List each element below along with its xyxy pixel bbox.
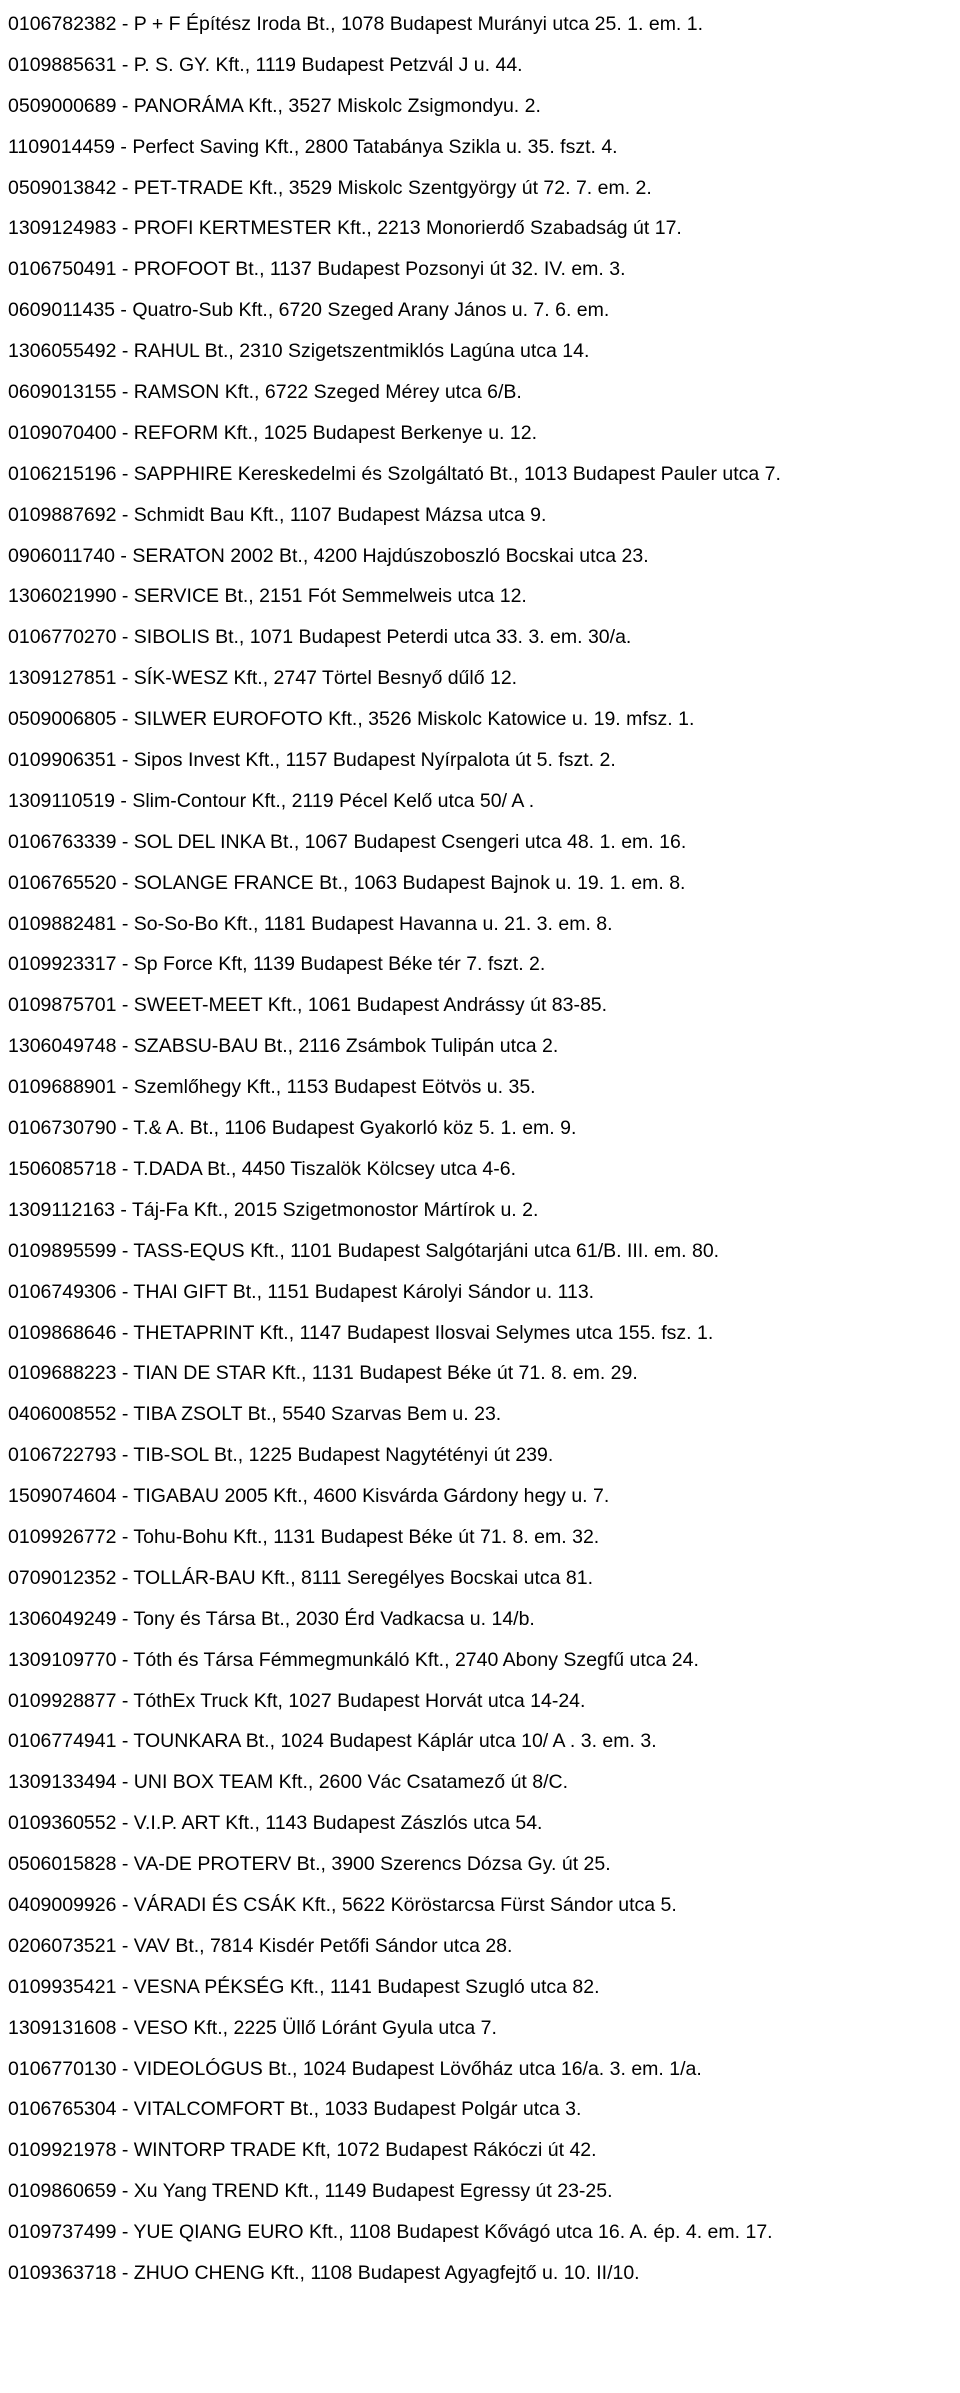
list-item: 0509000689 - PANORÁMA Kft., 3527 Miskolc Zsigmondyu. 2. xyxy=(8,94,541,117)
list-item: 1309131608 - VESO Kft., 2225 Üllő Lóránt Gyula utca 7. xyxy=(8,2016,497,2039)
list-item: 0506015828 - VA-DE PROTERV Bt., 3900 Szerencs Dózsa Gy. út 25. xyxy=(8,1853,611,1876)
list-item: 0106215196 - SAPPHIRE Kereskedelmi és Szolgáltató Bt., 1013 Budapest Pauler utca 7. xyxy=(8,462,781,485)
list-item: 0109688901 - Szemlőhegy Kft., 1153 Budapest Eötvös u. 35. xyxy=(8,1076,536,1099)
list-item: 1309110519 - Slim-Contour Kft., 2119 Pécel Kelő utca 50/ A . xyxy=(8,789,535,812)
list-item: 0109360552 - V.I.P. ART Kft., 1143 Budapest Zászlós utca 54. xyxy=(8,1812,543,1835)
list-item: 0609011435 - Quatro-Sub Kft., 6720 Szeged Arany János u. 7. 6. em. xyxy=(8,299,610,322)
list-item: 1306049748 - SZABSU-BAU Bt., 2116 Zsámbok Tulipán utca 2. xyxy=(8,1035,559,1058)
list-item: 0109887692 - Schmidt Bau Kft., 1107 Budapest Mázsa utca 9. xyxy=(8,503,547,526)
list-item: 1309127851 - SÍK-WESZ Kft., 2747 Törtel Besnyő dűlő 12. xyxy=(8,667,518,690)
list-item: 1309124983 - PROFI KERTMESTER Kft., 2213 Monorierdő Szabadság út 17. xyxy=(8,217,682,240)
list-item: 0109070400 - REFORM Kft., 1025 Budapest Berkenye u. 12. xyxy=(8,421,537,444)
list-item: 1309112163 - Táj-Fa Kft., 2015 Szigetmonostor Mártírok u. 2. xyxy=(8,1198,539,1221)
list-item: 0109885631 - P. S. GY. Kft., 1119 Budapest Petzvál J u. 44. xyxy=(8,53,523,76)
list-item: 0109860659 - Xu Yang TREND Kft., 1149 Budapest Egressy út 23-25. xyxy=(8,2180,613,2203)
list-item: 0509013842 - PET-TRADE Kft., 3529 Miskolc Szentgyörgy út 72. 7. em. 2. xyxy=(8,176,652,199)
list-item: 0109688223 - TIAN DE STAR Kft., 1131 Budapest Béke út 71. 8. em. 29. xyxy=(8,1362,638,1385)
list-item: 0109935421 - VESNA PÉKSÉG Kft., 1141 Budapest Szugló utca 82. xyxy=(8,1975,600,1998)
list-item: 1309109770 - Tóth és Társa Fémmegmunkáló Kft., 2740 Abony Szegfű utca 24. xyxy=(8,1648,699,1671)
list-item: 0106749306 - THAI GIFT Bt., 1151 Budapest Károlyi Sándor u. 113. xyxy=(8,1280,595,1303)
list-item: 0106770130 - VIDEOLÓGUS Bt., 1024 Budapest Lövőház utca 16/a. 3. em. 1/a. xyxy=(8,2057,702,2080)
list-item: 1306021990 - SERVICE Bt., 2151 Fót Semmelweis utca 12. xyxy=(8,585,527,608)
list-item: 0109921978 - WINTORP TRADE Kft, 1072 Budapest Rákóczi út 42. xyxy=(8,2139,597,2162)
list-item: 0106722793 - TIB-SOL Bt., 1225 Budapest Nagytétényi út 239. xyxy=(8,1444,554,1467)
list-item: 1109014459 - Perfect Saving Kft., 2800 Tatabánya Szikla u. 35. fszt. 4. xyxy=(8,135,618,158)
list-item: 1306055492 - RAHUL Bt., 2310 Szigetszentmiklós Lagúna utca 14. xyxy=(8,340,590,363)
list-item: 0109928877 - TóthEx Truck Kft, 1027 Budapest Horvát utca 14-24. xyxy=(8,1689,586,1712)
list-item: 0109882481 - So-So-Bo Kft., 1181 Budapest Havanna u. 21. 3. em. 8. xyxy=(8,912,613,935)
list-item: 0106770270 - SIBOLIS Bt., 1071 Budapest Peterdi utca 33. 3. em. 30/a. xyxy=(8,626,632,649)
list-item: 0109906351 - Sipos Invest Kft., 1157 Budapest Nyírpalota út 5. fszt. 2. xyxy=(8,749,616,772)
list-item: 0609013155 - RAMSON Kft., 6722 Szeged Mérey utca 6/B. xyxy=(8,381,522,404)
list-item: 1509074604 - TIGABAU 2005 Kft., 4600 Kisvárda Gárdony hegy u. 7. xyxy=(8,1485,610,1508)
list-item: 0109737499 - YUE QIANG EURO Kft., 1108 Budapest Kővágó utca 16. A. ép. 4. em. 17. xyxy=(8,2221,773,2244)
list-item: 0106774941 - TOUNKARA Bt., 1024 Budapest Káplár utca 10/ A . 3. em. 3. xyxy=(8,1730,657,1753)
list-item: 0106763339 - SOL DEL INKA Bt., 1067 Budapest Csengeri utca 48. 1. em. 16. xyxy=(8,830,687,853)
list-item: 0109363718 - ZHUO CHENG Kft., 1108 Budapest Agyagfejtő u. 10. II/10. xyxy=(8,2261,640,2284)
list-item: 0109895599 - TASS-EQUS Kft., 1101 Budapest Salgótarjáni utca 61/B. III. em. 80. xyxy=(8,1239,720,1262)
list-item: 0106750491 - PROFOOT Bt., 1137 Budapest Pozsonyi út 32. IV. em. 3. xyxy=(8,258,626,281)
list-item: 0906011740 - SERATON 2002 Bt., 4200 Hajdúszoboszló Bocskai utca 23. xyxy=(8,544,649,567)
list-item: 0409009926 - VÁRADI ÉS CSÁK Kft., 5622 Köröstarcsa Fürst Sándor utca 5. xyxy=(8,1893,677,1916)
list-item: 0509006805 - SILWER EUROFOTO Kft., 3526 Miskolc Katowice u. 19. mfsz. 1. xyxy=(8,708,695,731)
list-item: 0106782382 - P + F Építész Iroda Bt., 1078 Budapest Murányi utca 25. 1. em. 1. xyxy=(8,13,704,35)
list-item: 0106765520 - SOLANGE FRANCE Bt., 1063 Budapest Bajnok u. 19. 1. em. 8. xyxy=(8,871,686,894)
list-item: 0106765304 - VITALCOMFORT Bt., 1033 Budapest Polgár utca 3. xyxy=(8,2098,582,2121)
list-item: 1309133494 - UNI BOX TEAM Kft., 2600 Vác Csatamező út 8/C. xyxy=(8,1771,569,1794)
list-item: 0406008552 - TIBA ZSOLT Bt., 5540 Szarvas Bem u. 23. xyxy=(8,1403,502,1426)
list-item: 0109875701 - SWEET-MEET Kft., 1061 Budapest Andrássy út 83-85. xyxy=(8,994,608,1017)
list-item: 0109868646 - THETAPRINT Kft., 1147 Budapest Ilosvai Selymes utca 155. fsz. 1. xyxy=(8,1321,714,1344)
list-item: 1506085718 - T.DADA Bt., 4450 Tiszalök Kölcsey utca 4-6. xyxy=(8,1157,517,1180)
list-item: 0109926772 - Tohu-Bohu Kft., 1131 Budapest Béke út 71. 8. em. 32. xyxy=(8,1525,600,1548)
list-item: 1306049249 - Tony és Társa Bt., 2030 Érd Vadkacsa u. 14/b. xyxy=(8,1607,535,1630)
list-item: 0709012352 - TOLLÁR-BAU Kft., 8111 Seregélyes Bocskai utca 81. xyxy=(8,1566,593,1589)
list-item: 0109923317 - Sp Force Kft, 1139 Budapest Béke tér 7. fszt. 2. xyxy=(8,953,546,976)
list-item: 0206073521 - VAV Bt., 7814 Kisdér Petőfi Sándor utca 28. xyxy=(8,1934,513,1957)
list-item: 0106730790 - T.& A. Bt., 1106 Budapest Gyakorló köz 5. 1. em. 9. xyxy=(8,1117,577,1140)
list-item xyxy=(8,2294,960,2335)
